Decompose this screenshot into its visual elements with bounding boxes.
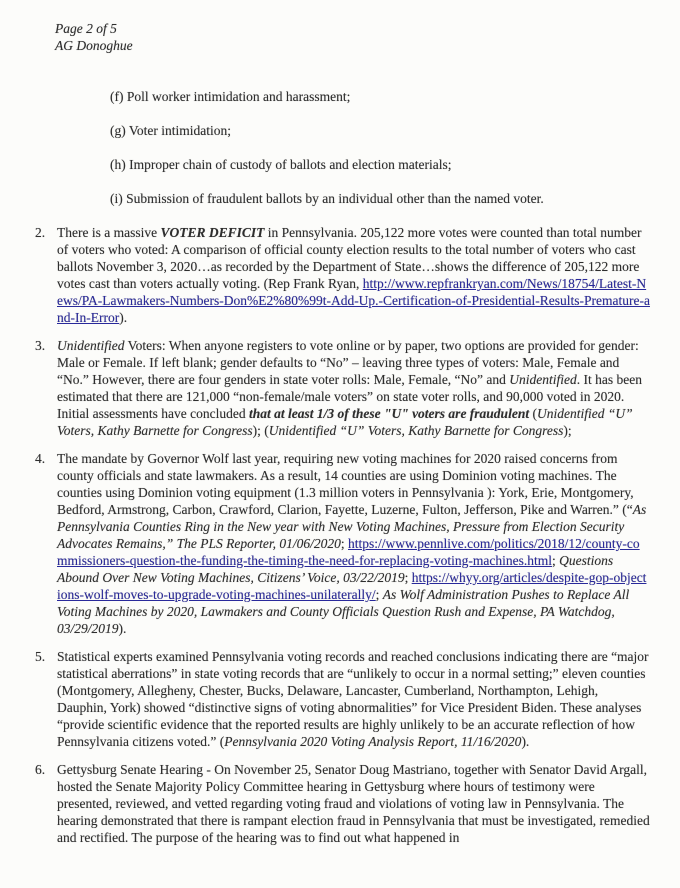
page-number-line: Page 2 of 5 bbox=[55, 21, 117, 36]
text-segment: As Wolf Administration Pushes to Replace All Voting Machines by 2020, Lawmakers and County Officials Question Rush and Expense, PA Watchdog, 03/29/2019 bbox=[57, 587, 630, 636]
text-segment: There is a massive bbox=[57, 225, 161, 240]
page-header bbox=[55, 20, 650, 54]
item-text bbox=[57, 337, 650, 439]
text-segment: ; bbox=[551, 553, 560, 568]
text-segment: ); bbox=[563, 423, 572, 438]
text-segment: that at least 1/3 of these "U" voters are fraudulent bbox=[248, 406, 530, 421]
text-segment: Gettysburg Senate Hearing - On November 25, Senator Doug Mastriano, together with Senator David Argall, hosted the Senate Majority Policy Committee hearing in Gettysburg where hours of testimony were presented, reviewed, and vetted regarding voting fraud and violations of voting law in Pennsylvania. The hearing demonstrated that there is rampant election fraud in Pennsylvania that must be investigated, remedied and rectified. The purpose of the hearing was to find out what happened in bbox=[57, 762, 650, 845]
lettered-item: (f) Poll worker intimidation and harassment; bbox=[110, 89, 351, 104]
text-segment: ( bbox=[529, 406, 537, 421]
hyperlink[interactable]: https://www.pennlive.com/politics/2018/12/county-commissioners-question-the-funding-the-timing-the-need-for-replacing-voting-machines.html bbox=[57, 536, 640, 568]
text-segment: ). bbox=[521, 734, 530, 749]
text-segment: Unidentified bbox=[509, 372, 577, 387]
numbered-item bbox=[35, 224, 650, 326]
text-segment: in Pennsylvania. 205,122 more votes were counted than total number of voters who voted: A comparison of official county election results to the total number of voters who cast ballots November 3, 2020…as recorded by the Department of State…shows the difference of 205,122 more votes cast than voters actually voting. (Rep Frank Ryan, bbox=[57, 225, 642, 291]
numbered-item bbox=[35, 337, 650, 439]
text-segment: Pennsylvania 2020 Voting Analysis Report, 11/16/2020 bbox=[224, 734, 522, 749]
item-text bbox=[57, 224, 650, 326]
text-segment: The mandate by Governor Wolf last year, requiring new voting machines for 2020 raised concerns from county officials and state lawmakers. As a result, 14 counties are using Dominion voting machines. The counties using Dominion voting equipment (1.3 million voters in Pennsylvania ): York, Erie, Montgomery, Bedford, Armstrong, Carbon, Crawford, Clarion, Fayette, Luzerne, Fulton, Jefferson, Pike and Warren.” (“ bbox=[57, 451, 634, 517]
hyperlink[interactable]: http://www.repfrankryan.com/News/18754/Latest-News/PA-Lawmakers-Numbers-Don%E2%80%99t-Add-Up.-Certification-of-Presidential-Results-Premature-and-In-Error bbox=[57, 276, 650, 325]
text-segment: Questions Abound Over New Voting Machines, Citizens’ Voice, 03/22/2019 bbox=[57, 553, 614, 585]
text-segment: ). bbox=[118, 621, 127, 636]
lettered-list bbox=[110, 88, 650, 207]
text-segment: Unidentified bbox=[57, 338, 125, 353]
numbered-list bbox=[35, 224, 650, 846]
lettered-item: (h) Improper chain of custody of ballots and election materials; bbox=[110, 157, 452, 172]
item-number: 2. bbox=[35, 225, 46, 240]
item-number: 5. bbox=[35, 649, 46, 664]
numbered-item bbox=[35, 648, 650, 750]
item-number: 6. bbox=[35, 762, 46, 777]
text-segment: ; bbox=[375, 587, 383, 602]
item-text bbox=[57, 761, 650, 846]
text-segment: Unidentified “U” Voters, Kathy Barnette for Congress bbox=[57, 406, 633, 438]
text-segment: ). bbox=[119, 310, 128, 325]
text-segment: . It has been estimated that there are 121,000 “non-female/male voters” on state voter rolls, and 90,000 voted in 2020. Initial assessments have concluded bbox=[57, 372, 643, 421]
text-segment: ; bbox=[404, 570, 412, 585]
lettered-item: (g) Voter intimidation; bbox=[110, 123, 231, 138]
numbered-item bbox=[35, 761, 650, 846]
text-segment: Statistical experts examined Pennsylvania voting records and reached conclusions indicating there are “major statistical aberrations” in state voting records that are “unlikely to occur in a normal setting;” eleven counties (Montgomery, Allegheny, Chester, Bucks, Delaware, Lancaster, Cumberland, Northampton, Lehigh, Dauphin, York) showed “distinctive signs of voting abnormalities” for Vice President Biden. These analyses “provide scientific evidence that the reported results are highly unlikely to be an accurate reflection of how Pennsylvania citizens voted.” ( bbox=[57, 649, 649, 749]
item-text bbox=[57, 450, 650, 637]
text-segment: VOTER DEFICIT bbox=[160, 225, 265, 240]
text-segment: Voters: When anyone registers to vote online or by paper, two options are provided for gender: Male or Female. If left blank; gender defaults to “No” – leaving three types of voters: Male, Female and “No.” However, there are four genders in state voter rolls: Male, Female, “No” and bbox=[57, 338, 639, 387]
numbered-item bbox=[35, 450, 650, 637]
item-text bbox=[57, 648, 650, 750]
item-number: 4. bbox=[35, 451, 46, 466]
item-number: 3. bbox=[35, 338, 46, 353]
text-segment: Unidentified “U” Voters, Kathy Barnette for Congress bbox=[268, 423, 564, 438]
text-segment: As Pennsylvania Counties Ring in the New year with New Voting Machines, Pressure from Election Security Advocates Remains,” The PLS Reporter, 01/06/2020 bbox=[57, 502, 647, 551]
hyperlink[interactable]: https://whyy.org/articles/despite-gop-objections-wolf-moves-to-upgrade-voting-machines-unilaterally/ bbox=[57, 570, 647, 602]
author-line: AG Donoghue bbox=[55, 38, 133, 53]
lettered-item: (i) Submission of fraudulent ballots by an individual other than the named voter. bbox=[110, 191, 544, 206]
text-segment: ; bbox=[340, 536, 348, 551]
text-segment: ); ( bbox=[252, 423, 269, 438]
